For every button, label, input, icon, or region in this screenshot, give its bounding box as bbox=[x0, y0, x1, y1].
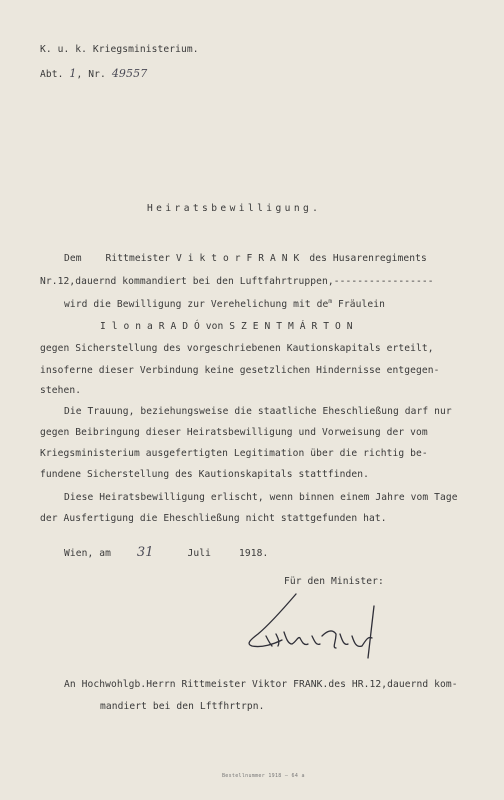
line1-pre: Dem bbox=[64, 253, 82, 264]
addressee-line-1: An Hochwohlgb.Herrn Rittmeister Viktor FRANK.des HR.12,dauernd kom- bbox=[64, 679, 458, 690]
signature bbox=[232, 588, 402, 668]
abt-label: Abt. bbox=[40, 69, 64, 80]
line3-text: wird die Bewilligung zur Verehelichung mit de bbox=[64, 299, 329, 311]
body-line-2: Nr.12,dauernd kommandiert bei den Luftfahrtruppen,----------------- bbox=[40, 276, 434, 287]
groom-name: Rittmeister V i k t o r F R A N K bbox=[105, 253, 300, 264]
p2-line-1: Die Trauung, beziehungsweise die staatliche Eheschließung darf nur bbox=[64, 406, 452, 417]
nr-number: 49557 bbox=[111, 67, 148, 80]
date-day: 31 bbox=[136, 545, 154, 560]
signoff: Für den Minister: bbox=[284, 576, 384, 587]
p3-line-1: Diese Heiratsbewilligung erlischt, wenn binnen einem Jahre vom Tage bbox=[64, 492, 458, 503]
bride-name: I l o n a R A D Ó von S Z E N T M Á R T O N bbox=[100, 321, 353, 332]
p2-line-2: gegen Beibringung dieser Heiratsbewilligung und Vorweisung der vom bbox=[40, 427, 428, 438]
file-number: Abt. 1, Nr. 49557 bbox=[40, 67, 148, 80]
addressee-line-2: mandiert bei den Lftfhrtrpn. bbox=[100, 701, 265, 712]
line3-post: Fräulein bbox=[338, 299, 386, 311]
p1-line-1: gegen Sicherstellung des vorgeschriebenen Kautionskapitals erteilt, bbox=[40, 343, 434, 354]
document-title: Heiratsbewilligung. bbox=[147, 203, 322, 214]
abt-number: 1 bbox=[69, 67, 77, 80]
ministry-header: K. u. k. Kriegsministerium. bbox=[40, 44, 199, 55]
printer-mark: Bestellnummer 1918 — 64 a bbox=[222, 773, 305, 779]
date-place: Wien, am bbox=[64, 548, 112, 559]
line3-superscript: m bbox=[328, 298, 333, 305]
p3-line-2: der Ausfertigung die Eheschließung nicht stattgefunden hat. bbox=[40, 513, 387, 524]
p1-line-3: stehen. bbox=[40, 385, 82, 396]
nr-label: Nr. bbox=[88, 69, 106, 80]
date-month: Juli bbox=[187, 548, 212, 559]
p2-line-3: Kriegsministerium ausgefertigten Legitimation über die richtig be- bbox=[40, 448, 428, 459]
line1-post: des Husarenregiments bbox=[309, 253, 427, 264]
body-line-3 bbox=[64, 298, 385, 310]
date-year: 1918. bbox=[238, 548, 269, 559]
p1-line-2: insoferne dieser Verbindung keine gesetzlichen Hindernisse entgegen- bbox=[40, 365, 440, 376]
body-line-1 bbox=[64, 253, 427, 264]
p2-line-4: fundene Sicherstellung des Kautionskapitals stattfinden. bbox=[40, 469, 370, 480]
date-line bbox=[64, 545, 268, 560]
